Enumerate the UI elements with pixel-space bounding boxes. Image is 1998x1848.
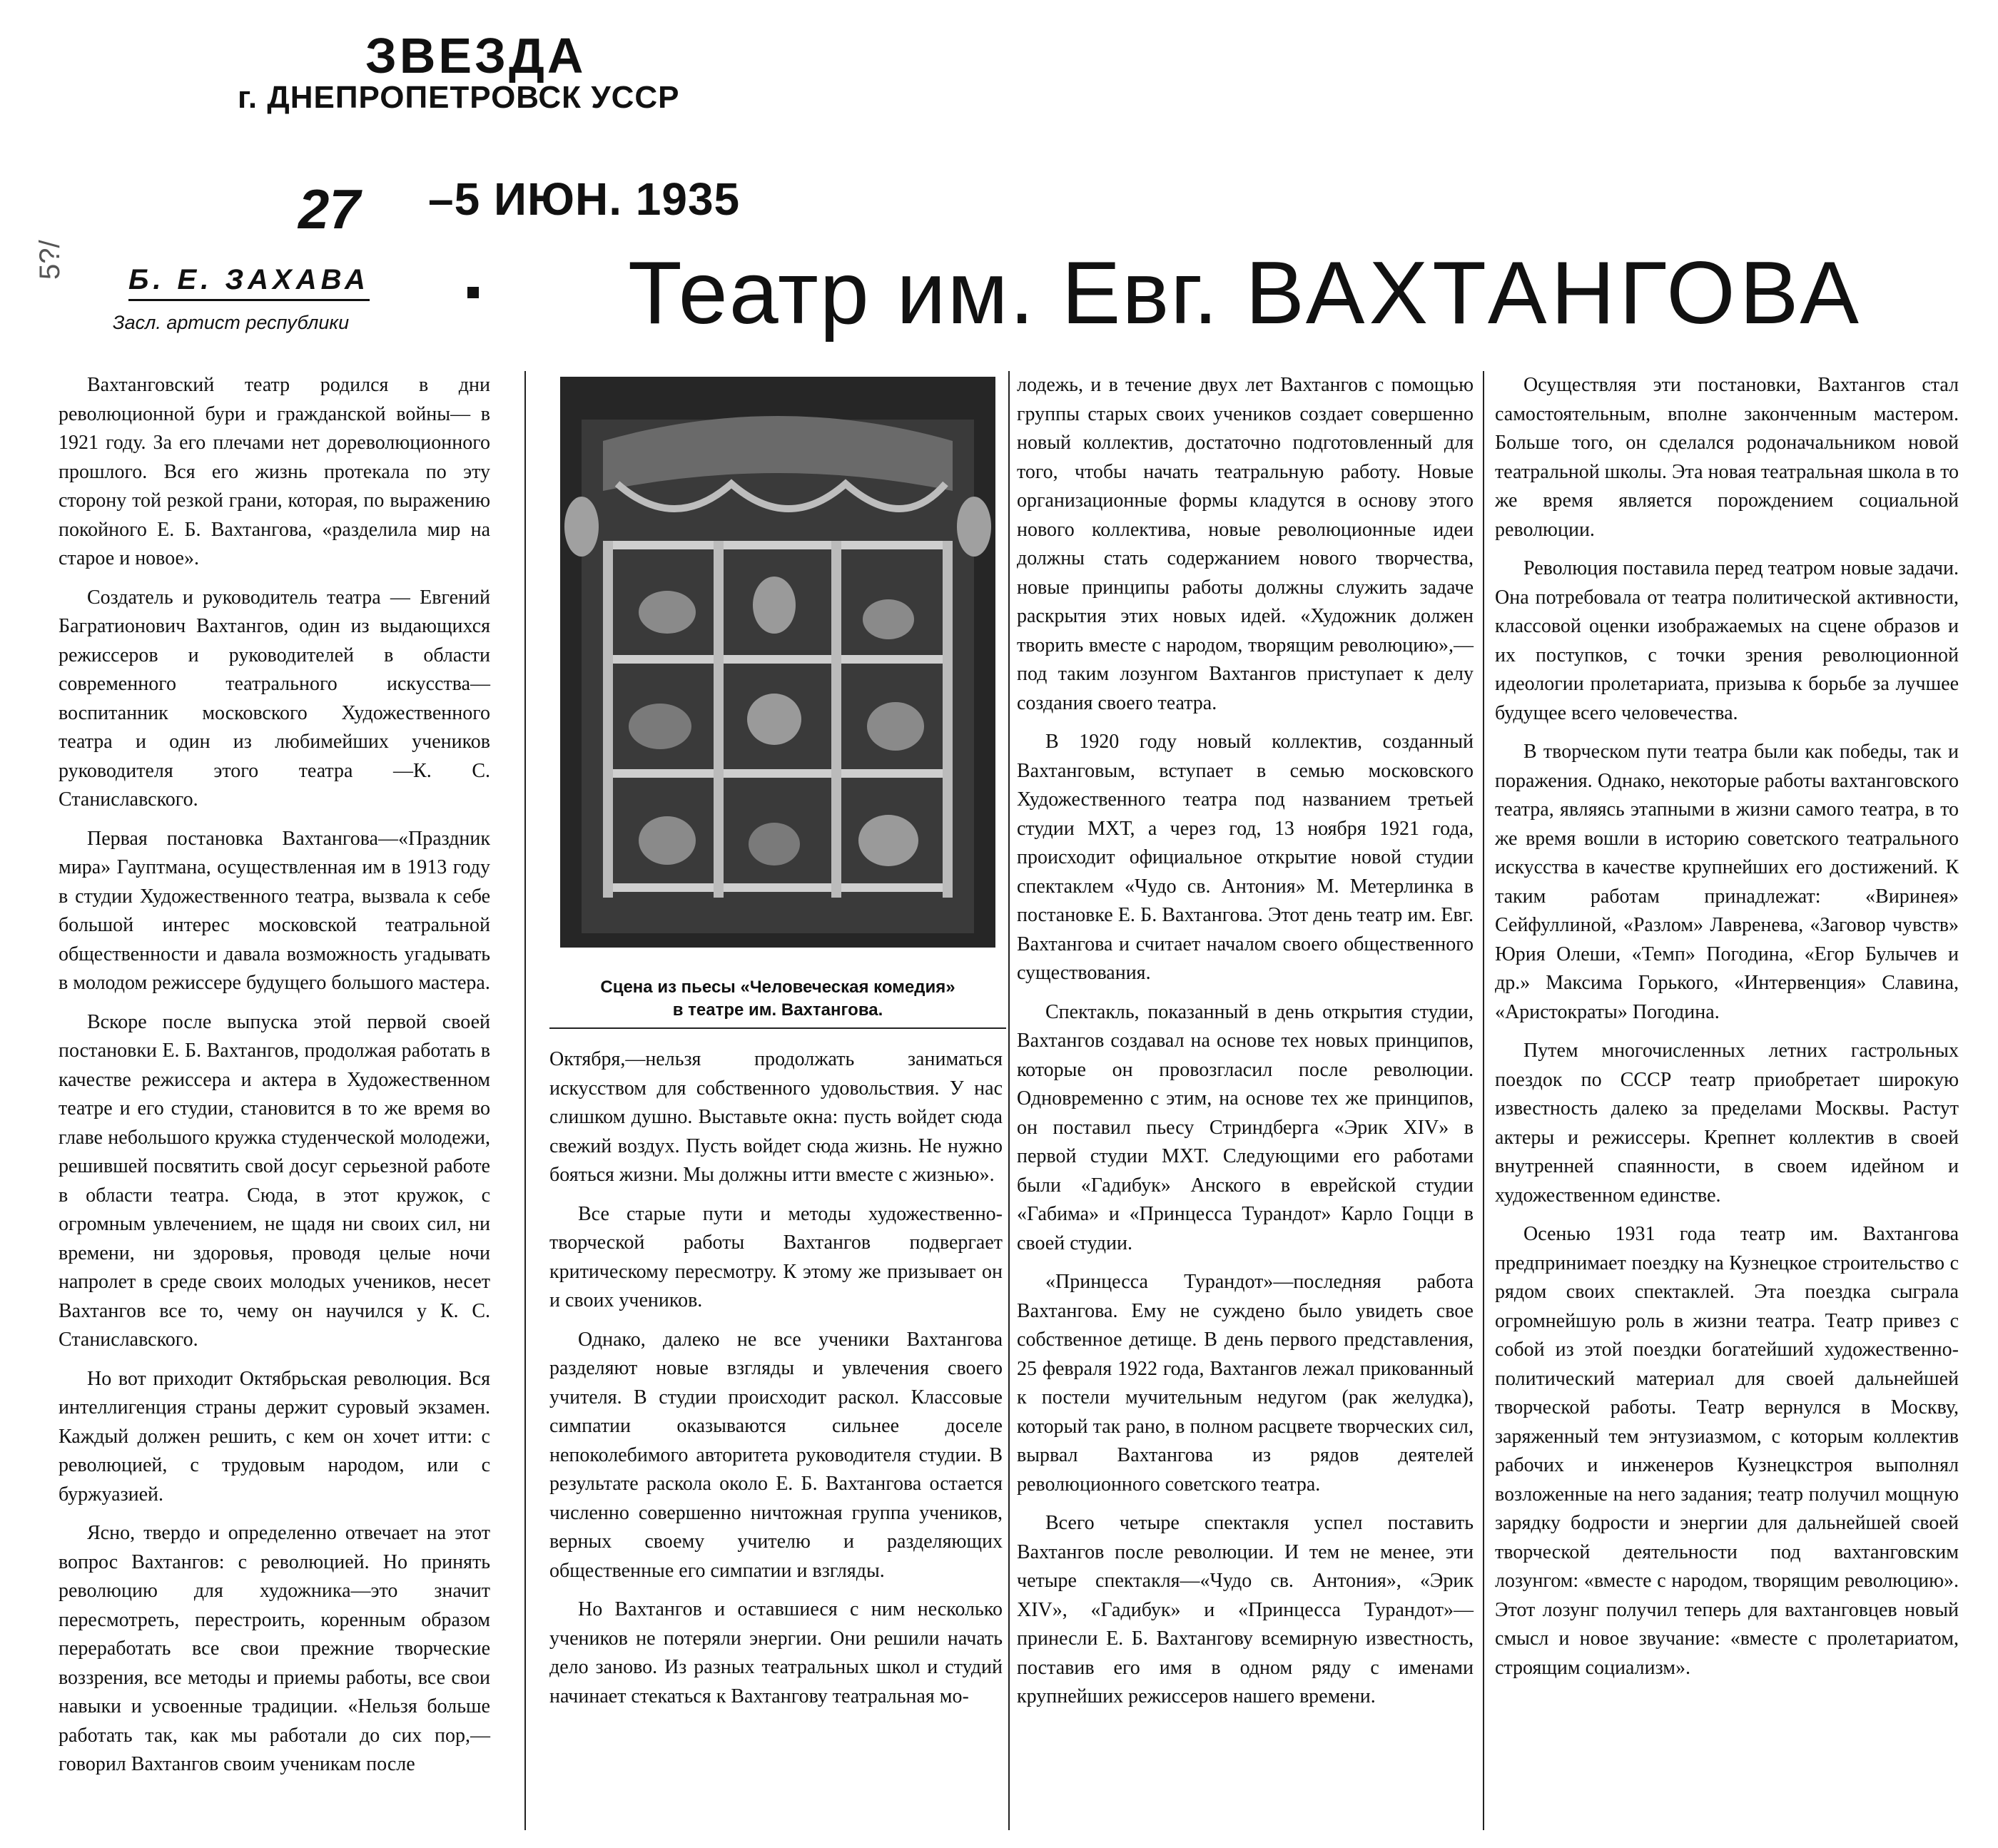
newspaper-city: г. ДНЕПРОПЕТРОВСК УССР bbox=[238, 80, 680, 115]
issue-date: –5 ИЮН. 1935 bbox=[428, 173, 741, 225]
issue-number: 27 bbox=[298, 178, 360, 240]
headline-part1: Театр им. Евг. bbox=[628, 244, 1219, 342]
paragraph: Вахтанговский театр родился в дни революционной бури и гражданской войны— в 1921 году. За его плечами нет дореволюционного прошлого. Вся его жизнь протекала по эту сторону той резкой грани, которая, по выражению покойного Е. Б. Вахтангова, «разделила мир на старое и новое». bbox=[59, 374, 490, 569]
paragraph: Первая постановка Вахтангова—«Праздник мира» Гауптмана, осуществленная им в 1913 году в студии Художественного театра, вызвала к себе большой интерес московской театральной общественности и давала возможность угадывать в молодом режиссере будущего большого мастера. bbox=[59, 827, 490, 994]
paragraph: Но Вахтангов и оставшиеся с ним несколько учеников не потеряли энергии. Они решили начать дело заново. Из разных театральных школ и студий начинает стекаться к Вахтангову театральная мо- bbox=[549, 1598, 1003, 1707]
author-title: Засл. артист республики bbox=[113, 312, 350, 333]
photo-caption bbox=[542, 976, 1013, 1022]
newspaper-name: ЗВЕЗДА bbox=[365, 28, 587, 83]
article-column-4 bbox=[1495, 371, 1959, 1692]
paragraph: «Принцесса Турандот»—последняя работа Вахтангова. Ему не суждено было увидеть свое собственное детище. В день первого представления, 25 февраля 1922 года, Вахтангов лежал прикованный к постели мучительным недугом (рак желудка), который так рано, в полном расцвете творческих сил, вырвал Вахтангова из рядов деятелей революционного советского театра. bbox=[1017, 1271, 1474, 1496]
paragraph: Вскоре после выпуска этой первой своей постановки Е. Б. Вахтангов, продолжая работать в качестве режиссера и актера в Художественном театре и его студии, становится в то же время во главе небольшого кружка студенческой молодежи, решившей посвятить свой досуг серьезной работе в области театра. Сюда, в этот кружок, с огромным увлечением, не щадя ни своих сил, ни времени, ни здоровья, проводя целые ночи напролет в среде своих молодых учеников, несет Вахтангов все то, чему он научился у К. С. Станиславского. bbox=[59, 1010, 490, 1351]
article-headline bbox=[628, 243, 1863, 344]
paragraph: Все старые пути и методы художественно-творческой работы Вахтангов подвергает критическому пересмотру. К этому же призывает он и своих учеников. bbox=[549, 1202, 1003, 1311]
article-column-2 bbox=[549, 1045, 1003, 1721]
paragraph: Осенью 1931 года театр им. Вахтангова предпринимает поездку на Кузнецкое строительство с рядом своих спектаклей. Эта поездка сыграла огромнейшую роль в жизни театра. Театр привез с собой из этой поездки богатейший художественно-политический материал для своей дальнейшей творческой работы. Театр вернулся в Москву, заряженный тем энтузиазмом, с которым коллектив рабочих и инженеров Кузнецкстроя выполнял возложенные на него задания; театр получил мощную зарядку бодрости и энергии для дальнейшей своей творческой деятельности под вахтанговским лозунгом: «вместе с народом, творящим революцию». Этот лозунг получил теперь для вахтанговцев новый смысл и новое звучание: «вместе с пролетариатом, строящим социализм». bbox=[1495, 1223, 1959, 1679]
article-column-1 bbox=[59, 371, 490, 1789]
caption-line-1: Сцена из пьесы «Человеческая комедия» bbox=[600, 978, 955, 997]
theatre-scene-photo bbox=[560, 377, 995, 948]
paragraph: лодежь, и в течение двух лет Вахтангов с помощью группы старых своих учеников создает совершенно новый коллектив, достаточно подготовленный для того, чтобы начать театральную работу. Новые организационные формы кладутся в основу этого нового коллектива, новые революционные идеи должны стать содержанием нового творчества, новые принципы работы должны служить задаче раскрытия этих новых идей. «Художник должен творить вместе с народом, творящим революцию»,—под таким лозунгом Вахтангов приступает к делу создания своего театра. bbox=[1017, 374, 1474, 714]
paragraph: В творческом пути театра были как победы, так и поражения. Однако, некоторые работы вахтанговского театра, являясь этапными в жизни самого театра, в то же время вошли в историю советского театрального искусства в качестве крупнейших его достижений. К таким работам принадлежат: «Виринея» Сейфуллиной, «Разлом» Лавренева, «Заговор чувств» Юрия Олеши, «Темп» Погодина, «Егор Булычев и др.» Максима Горького, «Интервенция» Славина, «Аристократы» Погодина. bbox=[1495, 741, 1959, 1023]
paragraph: Осуществляя эти постановки, Вахтангов стал самостоятельным, вполне законченным мастером. Больше того, он сделался родоначальником новой театральной школы. Эта новая театральная школа в то же время является порождением социальной революции. bbox=[1495, 374, 1959, 541]
column-divider bbox=[1008, 371, 1010, 1830]
column-divider bbox=[524, 371, 526, 1830]
paragraph: Спектакль, показанный в день открытия студии, Вахтангов создавал на основе тех новых принципов, которые он провозгласил после революции. Одновременно с этим, на основе тех же принципов, он поставил пьесу Стриндберга «Эрик XIV» в первой студии МХТ. Следующими его работами были «Гадибук» Анского в еврейской студии «Габима» и «Принцесса Турандот» Карло Гоцци в своей студии. bbox=[1017, 1000, 1474, 1254]
stage-illustration bbox=[560, 377, 995, 948]
paragraph: В 1920 году новый коллектив, созданный Вахтанговым, вступает в семью московского Художественного театра под названием третьей студии МХТ, а через год, 13 ноября 1921 года, происходит официальное открытие новой студии спектаклем «Чудо св. Антония» М. Метерлинка в постановке Е. Б. Вахтангова. Этот день театр им. Евг. Вахтангова и считает началом своего общественного существования. bbox=[1017, 731, 1474, 984]
column-divider bbox=[1483, 371, 1484, 1830]
paragraph: Ясно, твердо и определенно отвечает на этот вопрос Вахтангов: с революцией. Но принять революцию для художника—это значит пересмотреть, перестроить, коренным образом переработать все свои прежние творческие воззрения, все методы и приемы работы, все свои навыки и усвоенные традиции. «Нельзя больше работать так, как мы работали до сих пор,— говорил Вахтангов своим ученикам после bbox=[59, 1522, 490, 1775]
paragraph: Создатель и руководитель театра — Евгений Багратионович Вахтангов, один из выдающихся режиссеров и руководителей в области современного театрального искусства—воспитанник московского Художественного театра и один из любимейших учеников руководителя этого театра —К. С. Станиславского. bbox=[59, 586, 490, 811]
author-name: Б. Е. ЗАХАВА bbox=[128, 264, 370, 301]
paragraph: Путем многочисленных летних гастрольных поездок по СССР театр приобретает широкую известность далеко за пределами Москвы. Растут актеры и режиссеры. Крепнет коллектив в своей внутренней спаянности, в своем идейном и художественном единстве. bbox=[1495, 1040, 1959, 1207]
paragraph: Однако, далеко не все ученики Вахтангова разделяют новые взгляды и увлечения своего учителя. В студии происходит раскол. Классовые симпатии оказываются сильнее доселе непоколебимого авторитета руководителя студии. В результате раскола около Е. Б. Вахтангова остается численно совершенно ничтожная группа учеников, верных своему учителю и разделяющих общественные его симпатии и взгляды. bbox=[549, 1328, 1003, 1582]
paragraph: Революция поставила перед театром новые задачи. Она потребовала от театра политической активности, классовой оценки изображаемых на сцене образов и их поступков, с точки зрения революционной идеологии пролетариата, призыва к борьбе за лучшее будущее всего человечества. bbox=[1495, 557, 1959, 724]
article-column-3 bbox=[1017, 371, 1474, 1722]
headline-bullet bbox=[467, 287, 479, 298]
paragraph: Октября,—нельзя продолжать заниматься искусством для собственного удовольствия. У нас слишком душно. Выставьте окна: пусть войдет сюда свежий воздух. Пусть войдет сюда жизнь. Не нужно бояться жизни. Мы должны итти вместе с жизнью». bbox=[549, 1048, 1003, 1186]
photo-divider bbox=[549, 1027, 1006, 1029]
headline-part2: ВАХТАНГОВА bbox=[1245, 244, 1864, 342]
caption-line-2: в театре им. Вахтангова. bbox=[672, 1000, 883, 1020]
paragraph: Но вот приходит Октябрьская революция. Вся интеллигенция страны держит суровый экзамен. Каждый должен решить, с кем он хочет итти: с революцией, с трудовым народом, или с буржуазией. bbox=[59, 1367, 490, 1506]
margin-note: 5?/ bbox=[34, 240, 66, 280]
paragraph: Всего четыре спектакля успел поставить Вахтангов после революции. И тем не менее, эти четыре спектакля—«Чудо св. Антония», «Эрик XIV», «Гадибук» и «Принцесса Турандот»—принесли Е. Б. Вахтангову всемирную известность, поставив его имя в одном ряду с именами крупнейших режиссеров нашего времени. bbox=[1017, 1512, 1474, 1707]
